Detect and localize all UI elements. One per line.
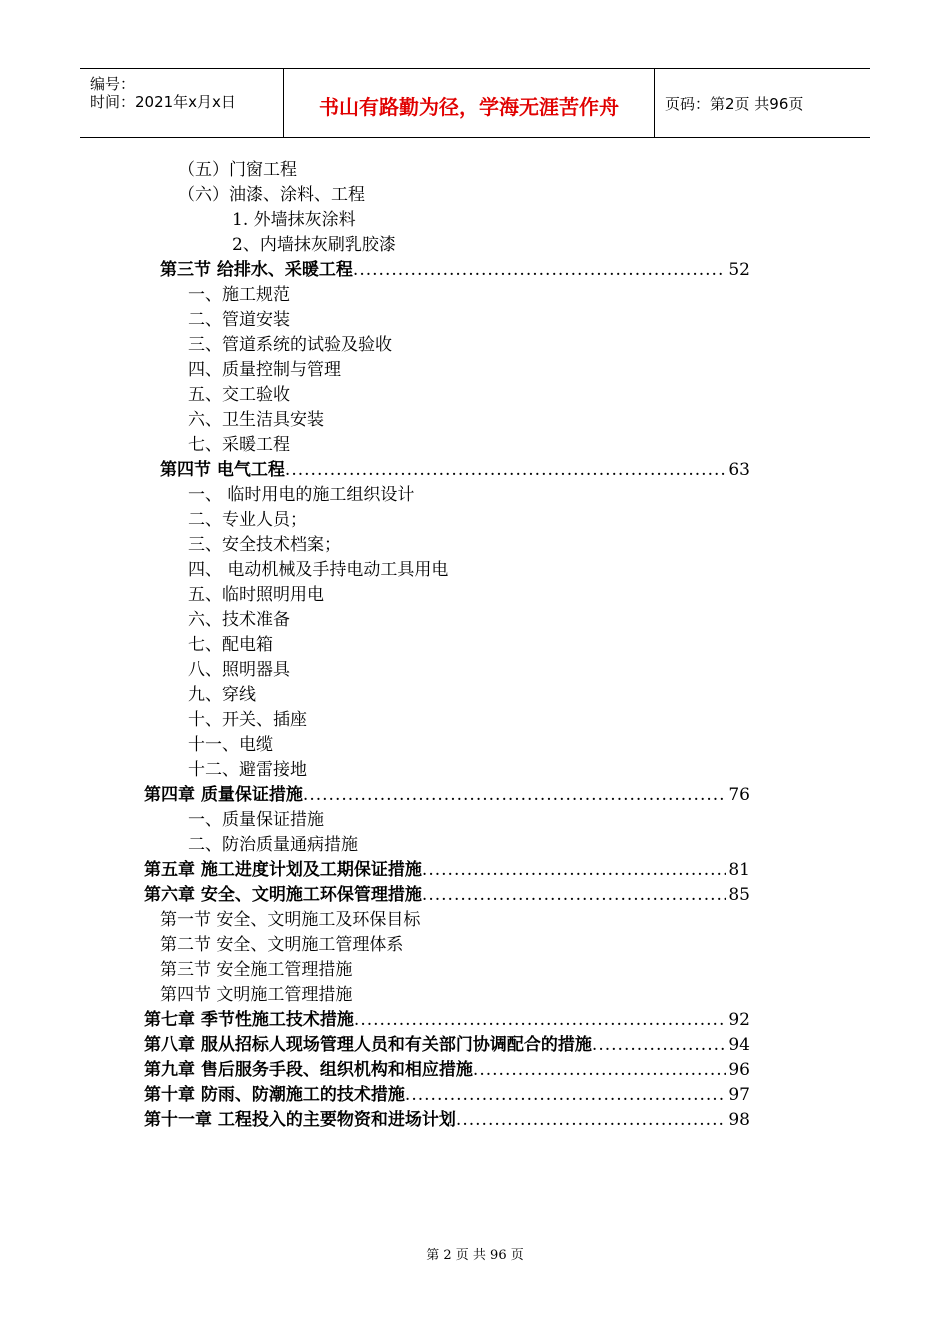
- toc-item: 六、卫生洁具安装: [188, 410, 324, 430]
- toc-item: 第三节 安全施工管理措施: [160, 960, 353, 980]
- toc-item: 四、质量控制与管理: [188, 360, 341, 380]
- toc-page-number: 92: [728, 1010, 750, 1030]
- toc-item: 五、交工验收: [188, 385, 290, 405]
- toc-page-number: 81: [728, 860, 750, 880]
- toc-item: 一、 临时用电的施工组织设计: [188, 485, 415, 505]
- toc-item: 十一、电缆: [188, 735, 273, 755]
- header-motto: 书山有路勤为径，学海无涯苦作舟: [319, 95, 619, 119]
- toc-page-number: 96: [728, 1060, 750, 1080]
- toc-entry-chapter[interactable]: 第四章 质量保证措施 ..... 76: [144, 783, 750, 808]
- document-date-label: 时间：2021年x月x日: [90, 93, 236, 111]
- toc-item: 2、内墙抹灰刷乳胶漆: [232, 235, 396, 255]
- toc-page-number: 52: [728, 260, 750, 280]
- toc-entry-chapter[interactable]: 第五章 施工进度计划及工期保证措施 ..... 81: [144, 858, 750, 883]
- toc-entry-chapter[interactable]: 第八章 服从招标人现场管理人员和有关部门协调配合的措施 ..... 94: [144, 1033, 750, 1058]
- toc-item: 一、施工规范: [188, 285, 290, 305]
- toc-item: 九、穿线: [188, 685, 256, 705]
- toc-entry-chapter[interactable]: 第十章 防雨、防潮施工的技术措施 ..... 97: [144, 1083, 750, 1108]
- header-info-cell: [80, 69, 284, 137]
- toc-item: 第一节 安全、文明施工及环保目标: [160, 910, 421, 930]
- toc-item: 六、技术准备: [188, 610, 290, 630]
- toc-item: 第四节 文明施工管理措施: [160, 985, 353, 1005]
- toc-page-number: 76: [728, 785, 750, 805]
- toc-item: 第二节 安全、文明施工管理体系: [160, 935, 404, 955]
- header-motto-cell: [284, 69, 655, 137]
- toc-page-number: 85: [728, 885, 750, 905]
- toc-entry-chapter[interactable]: 第七章 季节性施工技术措施 ..... 92: [144, 1008, 750, 1033]
- toc-entry-section[interactable]: 第四节 电气工程 ..... 63: [160, 458, 750, 483]
- toc-item: 二、专业人员；: [188, 510, 307, 530]
- toc-item: 八、照明器具: [188, 660, 290, 680]
- toc-entry-chapter[interactable]: 第十一章 工程投入的主要物资和进场计划 ..... 98: [144, 1108, 750, 1133]
- toc-entry-chapter[interactable]: 第六章 安全、文明施工环保管理措施 ..... 85: [144, 883, 750, 908]
- toc-item: 二、管道安装: [188, 310, 290, 330]
- toc-item: 三、安全技术档案；: [188, 535, 341, 555]
- toc-item: 一、质量保证措施: [188, 810, 324, 830]
- header-page-label: 页码：第2页 共96页: [665, 95, 804, 113]
- toc-page-number: 97: [728, 1085, 750, 1105]
- toc-item: 七、配电箱: [188, 635, 273, 655]
- toc-item: 十二、避雷接地: [188, 760, 307, 780]
- document-number-label: 编号：: [90, 75, 136, 93]
- page-footer: 第 2 页 共 96 页: [426, 1248, 524, 1263]
- toc-item: 三、管道系统的试验及验收: [188, 335, 392, 355]
- toc-page-number: 94: [728, 1035, 750, 1055]
- toc-item: 十、开关、插座: [188, 710, 307, 730]
- toc-item: 1. 外墙抹灰涂料: [232, 210, 356, 230]
- toc-entry-chapter[interactable]: 第九章 售后服务手段、组织机构和相应措施 ..... 96: [144, 1058, 750, 1083]
- toc-item: （六）油漆、涂料、工程: [178, 185, 365, 205]
- toc-item: 七、采暖工程: [188, 435, 290, 455]
- toc-item: 五、临时照明用电: [188, 585, 324, 605]
- toc-item: 二、防治质量通病措施: [188, 835, 358, 855]
- toc-entry-section[interactable]: 第三节 给排水、采暖工程 ..... 52: [160, 258, 750, 283]
- header-page-cell: [655, 69, 870, 137]
- toc-page-number: 98: [728, 1110, 750, 1130]
- toc-item: 四、 电动机械及手持电动工具用电: [188, 560, 449, 580]
- toc-item: （五）门窗工程: [178, 160, 297, 180]
- toc-page-number: 63: [728, 460, 750, 480]
- page-header: [80, 68, 870, 138]
